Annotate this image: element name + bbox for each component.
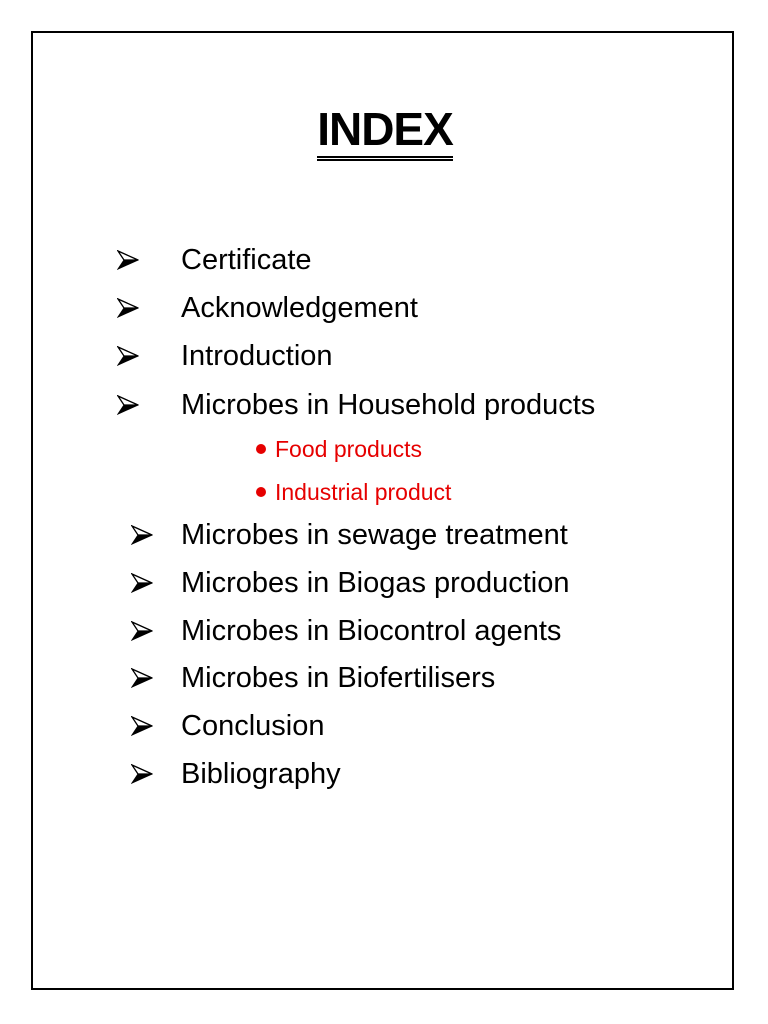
round-bullet-icon [256, 487, 266, 497]
index-item [0, 611, 768, 651]
arrowhead-bullet-icon [131, 716, 153, 736]
index-item-label: Acknowledgement [181, 292, 418, 324]
index-item [0, 515, 768, 555]
index-item-label: Introduction [181, 340, 333, 372]
index-item [0, 658, 768, 698]
arrowhead-bullet-icon [117, 250, 139, 270]
page-title: INDEX [317, 106, 453, 161]
arrowhead-bullet-icon [131, 764, 153, 784]
index-item-label: Microbes in Biogas production [181, 567, 570, 599]
title-container [0, 103, 768, 161]
index-item [0, 754, 768, 794]
sub-item [256, 477, 451, 507]
index-item-label: Microbes in Biofertilisers [181, 662, 496, 694]
index-item [0, 336, 768, 376]
page-border [31, 31, 734, 990]
index-item-label: Microbes in sewage treatment [181, 519, 568, 551]
index-item [0, 240, 768, 280]
index-item [0, 288, 768, 328]
index-item-label: Certificate [181, 244, 312, 276]
arrowhead-bullet-icon [131, 573, 153, 593]
arrowhead-bullet-icon [131, 525, 153, 545]
index-item-label: Microbes in Household products [181, 389, 596, 421]
index-item-label: Bibliography [181, 758, 341, 790]
index-item-label: Microbes in Biocontrol agents [181, 615, 562, 647]
arrowhead-bullet-icon [117, 298, 139, 318]
index-item [0, 563, 768, 603]
arrowhead-bullet-icon [131, 621, 153, 641]
arrowhead-bullet-icon [131, 668, 153, 688]
sub-item-label: Food products [275, 436, 423, 462]
arrowhead-bullet-icon [117, 346, 139, 366]
index-item-label: Conclusion [181, 710, 325, 742]
round-bullet-icon [256, 444, 266, 454]
index-item [0, 385, 768, 425]
arrowhead-bullet-icon [117, 395, 139, 415]
sub-item-label: Industrial product [275, 479, 452, 505]
sub-item [256, 434, 422, 464]
index-item [0, 706, 768, 746]
